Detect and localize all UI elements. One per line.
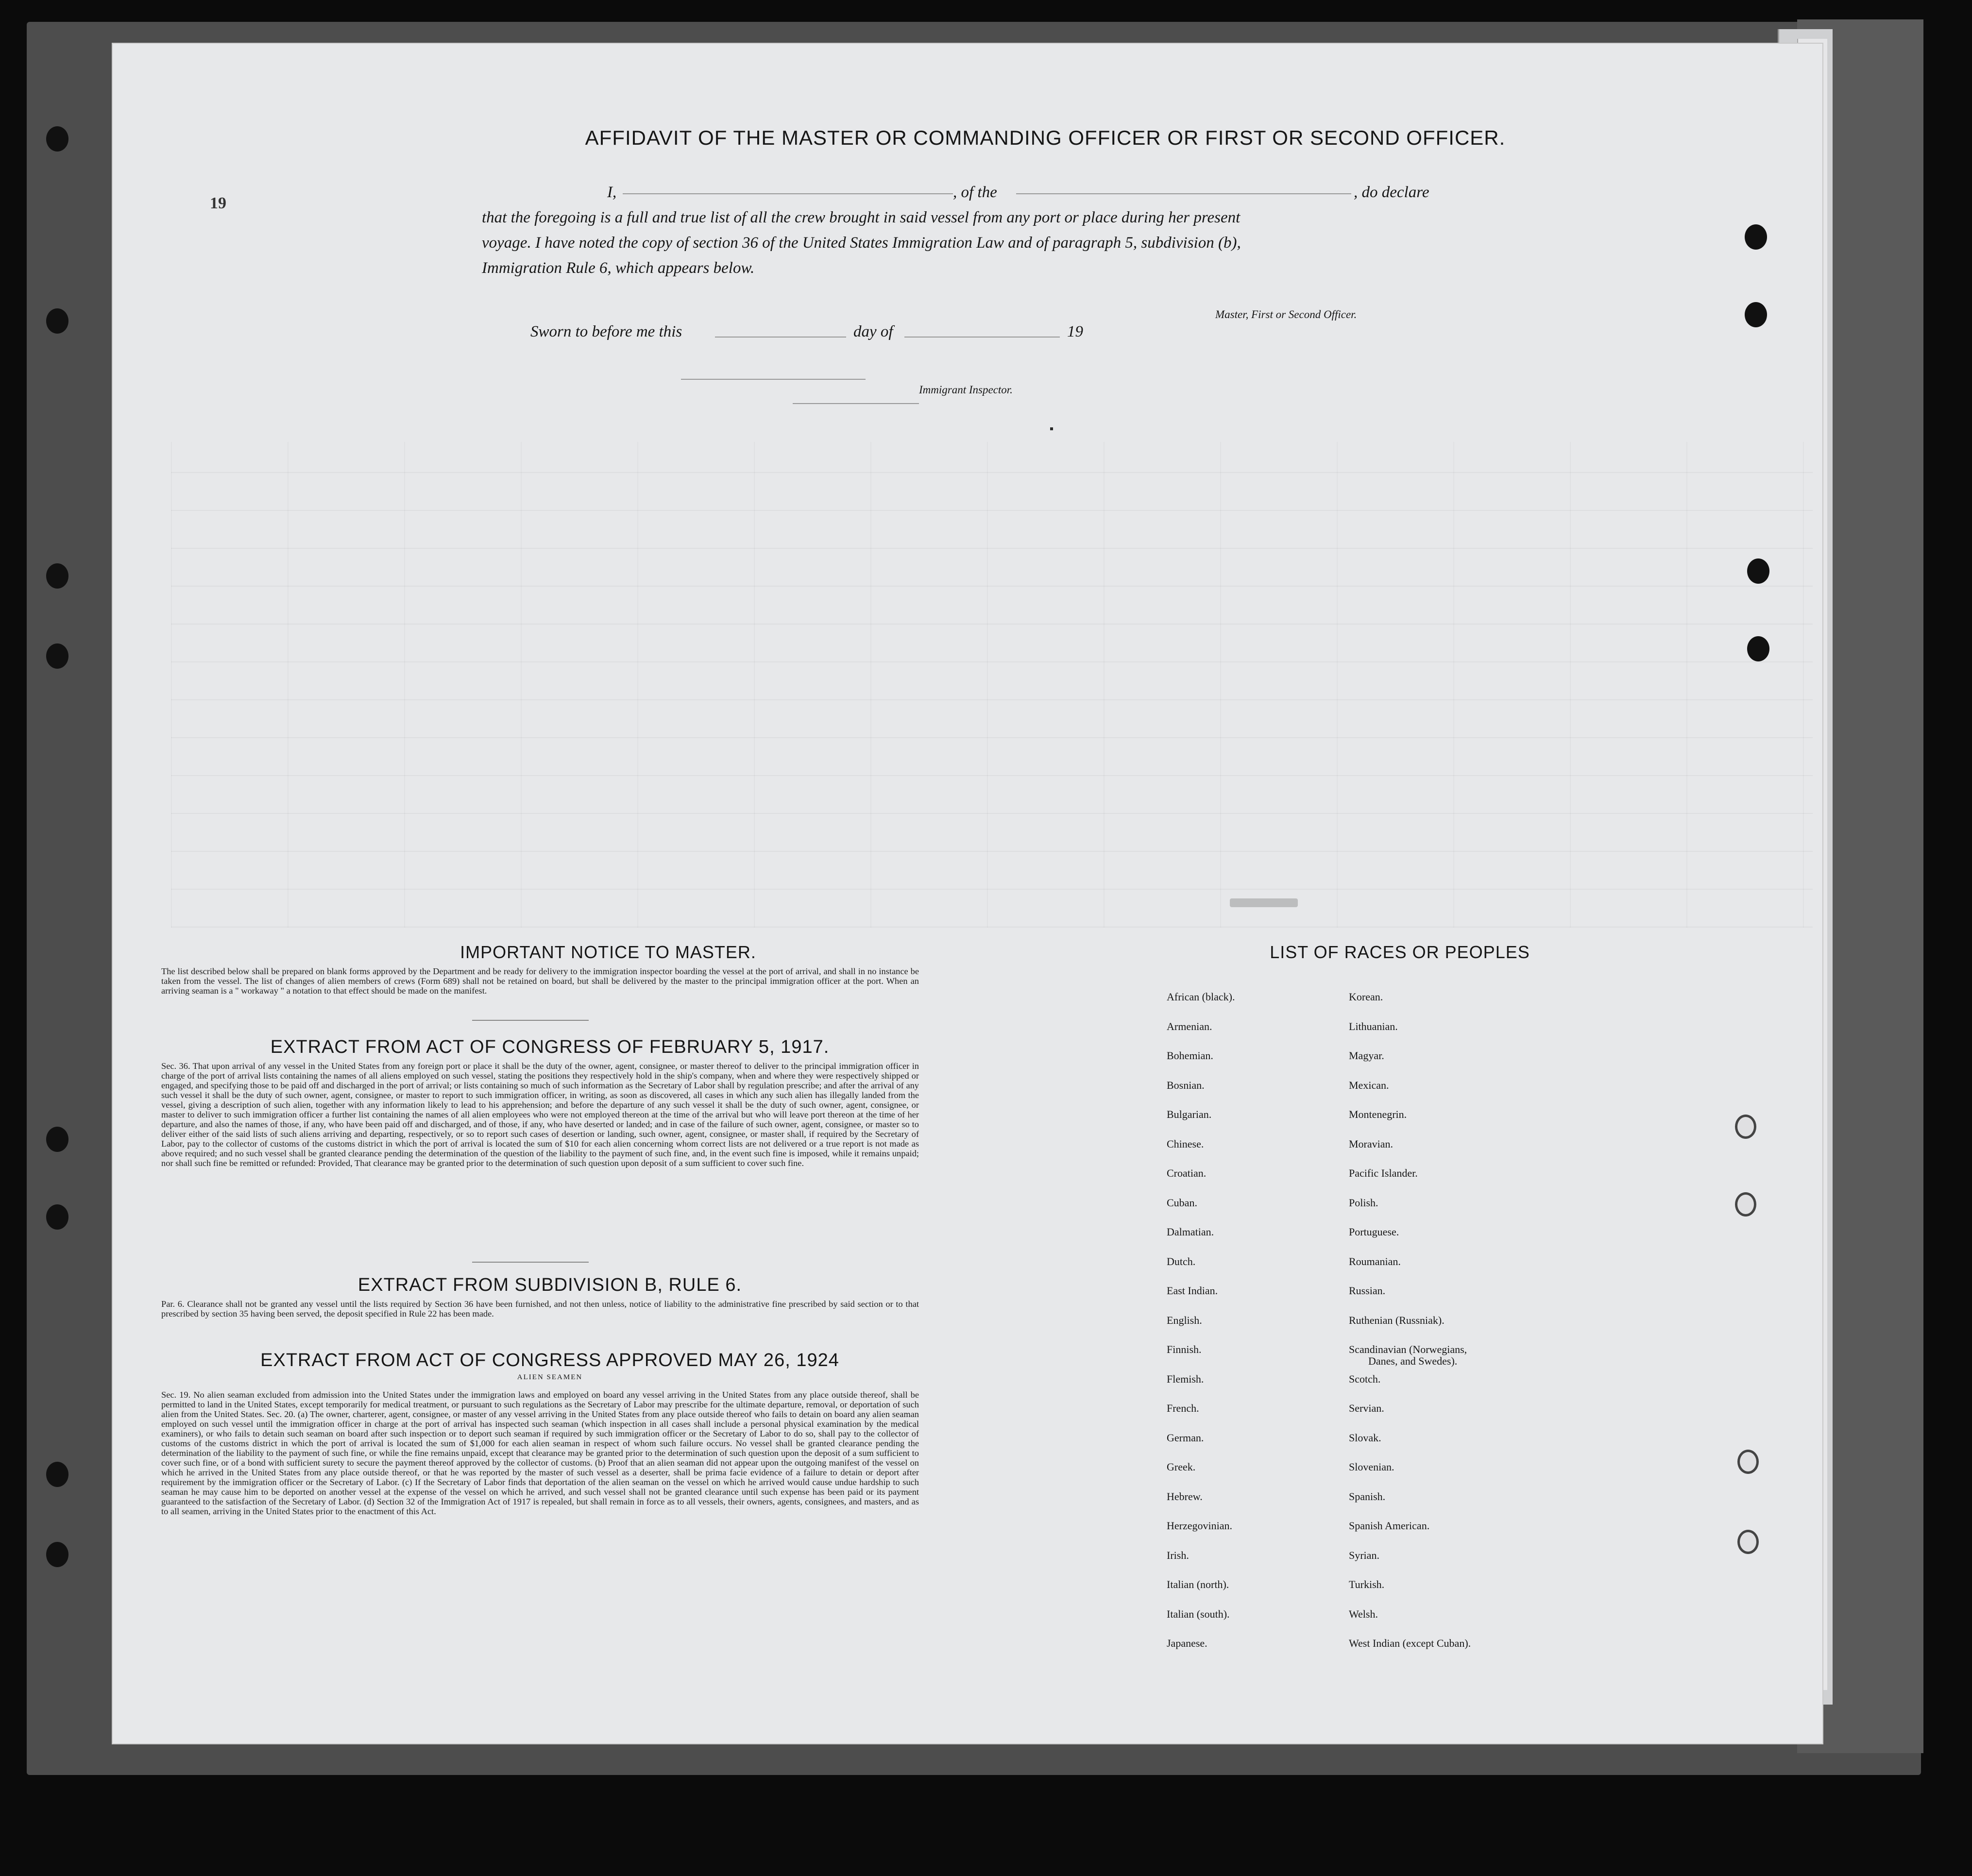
race-item: German. xyxy=(1167,1431,1204,1444)
race-item: Magyar. xyxy=(1349,1049,1384,1062)
race-item: Bulgarian. xyxy=(1167,1108,1212,1120)
affidavit-do-declare: , do declare xyxy=(1354,184,1429,201)
inspector-label: Immigrant Inspector. xyxy=(919,384,1013,396)
race-item: Montenegrin. xyxy=(1349,1108,1407,1120)
binder-hole xyxy=(46,563,68,589)
races-title: LIST OF RACES OR PEOPLES xyxy=(1270,942,1530,962)
master-signature-label: Master, First or Second Officer. xyxy=(1215,308,1357,321)
race-item: Mexican. xyxy=(1349,1079,1389,1091)
affidavit-line-4: Immigration Rule 6, which appears below. xyxy=(482,259,755,277)
inspector-rule xyxy=(793,403,919,404)
race-item: Roumanian. xyxy=(1349,1255,1401,1268)
page-hole-reinforced xyxy=(1737,1450,1759,1474)
race-item: Finnish. xyxy=(1167,1343,1202,1355)
extract-1924-body: Sec. 19. No alien seaman excluded from admission into the United States under the immigration laws and employed on board any vessel arriving in the United States from any place outside thereof, shall be permitted to land in the United States, except temporarily for medical treatment, or pursuant to such regulations as the Secretary of Labor may prescribe for the ultimate departure, removal, or deportation of such alien from the United States. Sec. 20. (a) The owner, charterer, agent, consignee, or master of any vessel arriving in the United States from any place outside thereof who fails to detain on board any alien seaman employed on such vessel until the immigration officer in charge at the port of arrival has inspected such seaman (which inspection in all cases shall include a personal physical examination by the medical examiners), or who fails to detain such seaman on board after such inspection or to deport such seaman if required by such immigration officer or the Secretary of Labor to do so, shall pay to the collector of customs of the customs district in which the port of arrival is located the sum of $1,000 for each alien seaman in respect of whom such failure occurs. No vessel shall be granted clearance pending the determination of the liability to the payment of such fine, or while the fine remains unpaid, except that clearance may be granted prior to the determination of such question upon the deposit of a sum sufficient to cover such fine, or of a bond with sufficient surety to secure the payment thereof approved by the collector of customs. (b) Proof that an alien seaman did not appear upon the outgoing manifest of the vessel on which he arrived in the United States from any place outside thereof, or that he was reported by the master of such vessel as a deserter, shall be prima facie evidence of a failure to detain or deport after requirement by the immigration officer or the Secretary of Labor. (c) If the Secretary of Labor finds that deportation of the alien seaman on the vessel on which he arrived would cause undue hardship to such seaman he may cause him to be deported on another vessel at the expense of the vessel on which he arrived, and such vessel shall not be granted clearance until such expense has been paid or its payment guaranteed to the satisfaction of the Secretary of Labor. (d) Section 32 of the Immigration Act of 1917 is repealed, but shall remain in force as to all vessels, their owners, agents, consignees, and masters, and as to all seamen, arriving in the United States prior to the enactment of this Act. xyxy=(161,1390,919,1516)
race-item: Polish. xyxy=(1349,1196,1378,1209)
race-item: East Indian. xyxy=(1167,1284,1218,1297)
page-hole-reinforced xyxy=(1735,1115,1756,1139)
race-item: Greek. xyxy=(1167,1461,1196,1473)
name-blank[interactable] xyxy=(623,180,953,194)
binder-hole xyxy=(46,643,68,669)
race-item: Spanish American. xyxy=(1349,1520,1430,1532)
race-item: Slovenian. xyxy=(1349,1461,1394,1473)
affidavit-of-the: , of the xyxy=(953,184,997,201)
page-hole xyxy=(1745,302,1767,327)
race-item: Ruthenian (Russniak). xyxy=(1349,1314,1445,1326)
race-item: Cuban. xyxy=(1167,1196,1197,1209)
notice-body: The list described below shall be prepared on blank forms approved by the Department and be ready for delivery to the immigration inspector boarding the vessel at the port of arrival, and shall in no instance be taken from the vessel. The list of changes of alien members of crews (Form 689) shall not be retained on board, but shall be delivered by the master to the principal immigration officer at the port. When an arriving seaman is a " workaway " a notation to that effect should be made on the manifest. xyxy=(161,966,919,996)
extract-rule6-title: EXTRACT FROM SUBDIVISION B, RULE 6. xyxy=(357,1275,742,1295)
race-item: Croatian. xyxy=(1167,1167,1207,1179)
race-item: Hebrew. xyxy=(1167,1490,1203,1503)
section-divider xyxy=(472,1020,589,1021)
race-item: French. xyxy=(1167,1402,1199,1414)
race-item: Flemish. xyxy=(1167,1372,1204,1385)
race-item: Moravian. xyxy=(1349,1137,1394,1150)
race-item: West Indian (except Cuban). xyxy=(1349,1637,1471,1649)
race-item: Servian. xyxy=(1349,1402,1384,1414)
race-item: African (black). xyxy=(1167,991,1235,1003)
race-item: Dutch. xyxy=(1167,1255,1196,1268)
manifest-page xyxy=(113,44,1822,1743)
sworn-year-prefix: 19 xyxy=(1067,323,1083,340)
binder-hole xyxy=(46,1127,68,1152)
race-item: Bosnian. xyxy=(1167,1079,1205,1091)
race-item: Portuguese. xyxy=(1349,1226,1399,1238)
sworn-date-blank[interactable] xyxy=(715,323,846,338)
race-item: Dalmatian. xyxy=(1167,1226,1214,1238)
binder-hole xyxy=(46,1542,68,1567)
race-item: Bohemian. xyxy=(1167,1049,1213,1062)
affidavit-line-1 xyxy=(482,180,1453,205)
affidavit-line-2: that the foregoing is a full and true list of all the crew brought in said vessel from any port or place during her present xyxy=(482,209,1241,226)
ink-dot xyxy=(1050,427,1053,430)
binder-hole xyxy=(46,126,68,152)
race-item: Scandinavian (Norwegians, xyxy=(1349,1343,1467,1355)
race-item: Italian (north). xyxy=(1167,1578,1229,1590)
ink-smudge xyxy=(1230,898,1298,907)
extract-rule6-body: Par. 6. Clearance shall not be granted any vessel until the lists required by Section 36 have been furnished, and not then unless, notice of liability to the administrative fine prescribed by said section or to that prescribed by section 35 having been served, the deposit specified in Rule 22 has been made. xyxy=(161,1299,919,1318)
binder-hole xyxy=(46,1462,68,1487)
race-item: Chinese. xyxy=(1167,1137,1204,1150)
faint-grid-bleedthrough xyxy=(171,442,1813,928)
binder-hole xyxy=(46,308,68,334)
margin-number: 19 xyxy=(210,194,226,212)
binder-hole xyxy=(46,1204,68,1230)
race-item: Danes, and Swedes). xyxy=(1368,1355,1458,1367)
race-item: Scotch. xyxy=(1349,1372,1381,1385)
extract-1917-body: Sec. 36. That upon arrival of any vessel in the United States from any foreign port or place it shall be the duty of the owner, agent, consignee, or master thereof to deliver to the principal immigration officer in charge of the port of arrival lists containing the names of all aliens employed on such vessel, stating the positions they respectively hold in the ship's company, when and where they were respectively shipped or engaged, and specifying those to be paid off and discharged in the port of arrival; or lists containing so much of such information as the Secretary of Labor shall by regulation prescribe; and after the arrival of any such vessel it shall be the duty of such owner, agent, consignee, or master to report to such immigration officer, in writing, as soon as discovered, all cases in which any such alien has illegally landed from the vessel, giving a description of such alien, together with any information likely to lead to his apprehension; and before the departure of any such vessel it shall be the duty of such owner, agent, consignee, or master to deliver to such immigration officer a further list containing the names of all alien employees who were not employed thereon at the time of the arrival but who will leave port thereon at the time of her departure, and also the names of those, if any, who have been paid off and discharged, and of those, if any, who have deserted or landed; and in case of the failure of such owner, agent, consignee, or master so to deliver either of the said lists of such aliens arriving and departing, respectively, or so to report such cases of desertion or landing, such owner, agent, consignee, or master shall, if required by the Secretary of Labor, pay to the collector of customs of the customs district in which the port of arrival is located the sum of $10 for each alien concerning whom correct lists are not delivered or a true report is not made as above required; and no such vessel shall be granted clearance pending the determination of the question of the liability to the payment of such fine, and, in the event such fine is imposed, while it remains unpaid; nor shall such fine be remitted or refunded: Provided, That clearance may be granted prior to the determination of such question upon deposit of a sum sufficient to cover such fine. xyxy=(161,1061,919,1168)
race-item: Russian. xyxy=(1349,1284,1386,1297)
race-item: Welsh. xyxy=(1349,1607,1378,1620)
notice-title: IMPORTANT NOTICE TO MASTER. xyxy=(460,942,756,962)
race-item: Irish. xyxy=(1167,1549,1189,1561)
race-item: English. xyxy=(1167,1314,1202,1326)
race-item: Turkish. xyxy=(1349,1578,1385,1590)
affidavit-text xyxy=(482,180,1453,281)
extract-1917-title: EXTRACT FROM ACT OF CONGRESS OF FEBRUARY 5, 1917. xyxy=(270,1037,830,1057)
race-item: Armenian. xyxy=(1167,1020,1212,1032)
race-item: Spanish. xyxy=(1349,1490,1386,1503)
sworn-month-blank[interactable] xyxy=(904,323,1060,338)
race-item: Korean. xyxy=(1349,991,1383,1003)
race-item: Japanese. xyxy=(1167,1637,1207,1649)
vessel-blank[interactable] xyxy=(1016,180,1351,194)
extract-1924-subtitle: ALIEN SEAMEN xyxy=(517,1373,583,1381)
sworn-text: Sworn to before me this xyxy=(530,323,682,340)
inspector-signature-line xyxy=(681,379,866,380)
extract-1924-title: EXTRACT FROM ACT OF CONGRESS APPROVED MAY 26, 1924 xyxy=(260,1350,839,1370)
race-item: Syrian. xyxy=(1349,1549,1379,1561)
race-item: Pacific Islander. xyxy=(1349,1167,1418,1179)
page-hole xyxy=(1747,636,1769,661)
page-hole xyxy=(1747,558,1769,584)
race-item: Herzegovinian. xyxy=(1167,1520,1232,1532)
section-divider xyxy=(472,1262,589,1263)
affidavit-i: I, xyxy=(607,184,617,201)
page-hole xyxy=(1745,224,1767,250)
affidavit-title: AFFIDAVIT OF THE MASTER OR COMMANDING OFFICER OR FIRST OR SECOND OFFICER. xyxy=(585,126,1506,149)
page-hole-reinforced xyxy=(1735,1192,1756,1217)
race-item: Slovak. xyxy=(1349,1431,1381,1444)
sworn-day-of: day of xyxy=(853,323,893,340)
affidavit-line-3: voyage. I have noted the copy of section 36 of the United States Immigration Law and of paragraph 5, subdivision (b), xyxy=(482,234,1241,252)
race-item: Italian (south). xyxy=(1167,1607,1230,1620)
page-hole-reinforced xyxy=(1737,1530,1759,1554)
race-item: Lithuanian. xyxy=(1349,1020,1398,1032)
